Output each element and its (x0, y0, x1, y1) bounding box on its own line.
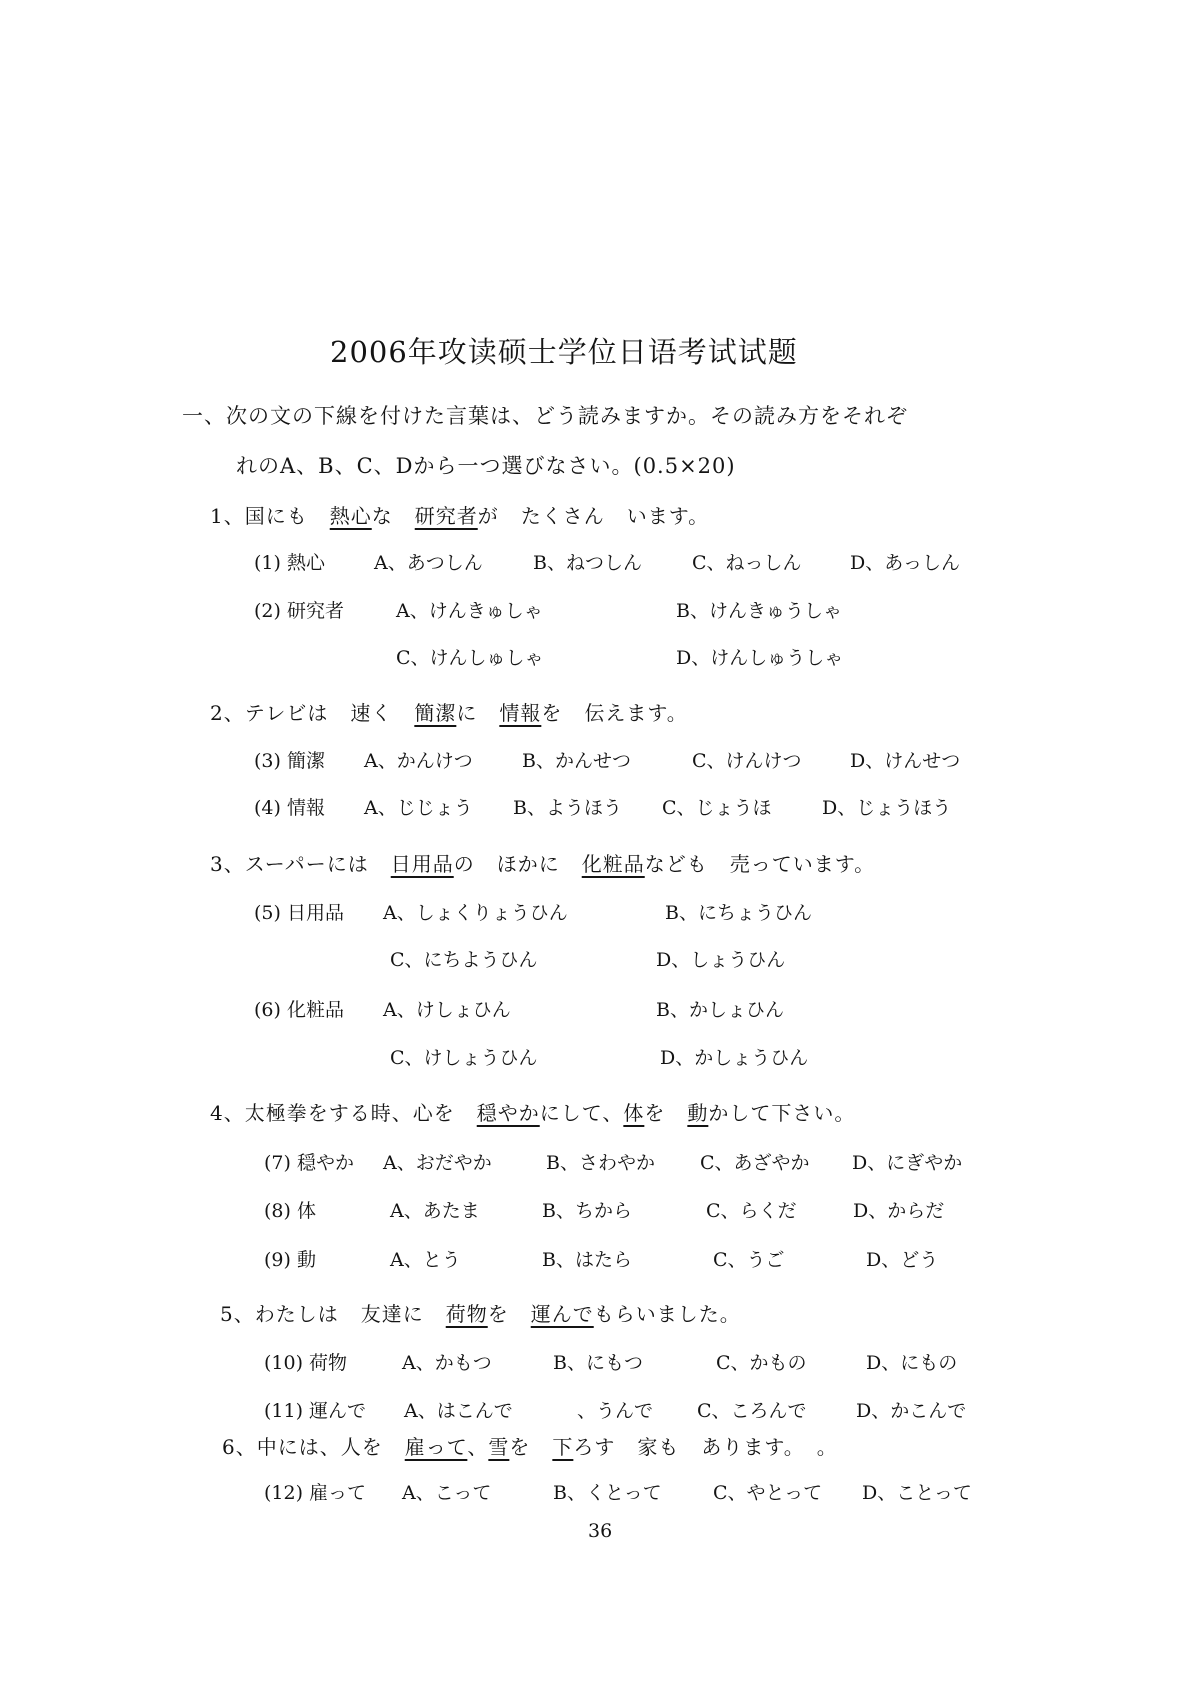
option-b: B、にもつ (553, 1352, 643, 1374)
sentence-segment: 4、太極拳をする時、心を (210, 1101, 455, 1125)
underlined-word: 雪 (488, 1435, 510, 1459)
option-b: B、くとって (553, 1482, 662, 1504)
option-d: D、あっしん (850, 552, 961, 574)
item-label: (9) 動 (264, 1249, 316, 1271)
instruction-line-2: れのA、B、C、Dから一つ選びなさい。(0.5×20) (236, 454, 736, 478)
sentence-segment: 友達に (360, 1302, 424, 1326)
question-5-sentence (220, 1298, 763, 1327)
sentence-segment: 1、国にも (210, 504, 308, 528)
option-d: D、じょうほう (822, 797, 952, 819)
option-a: A、あたま (390, 1200, 480, 1222)
sentence-segment: 売っています。 (729, 852, 876, 876)
option-a: A、おだやか (383, 1152, 492, 1174)
sentence-segment: 、 (467, 1435, 489, 1459)
sentence-segment: います。 (626, 504, 710, 528)
underlined-word: 動 (687, 1101, 709, 1125)
option-b: B、はたら (542, 1249, 632, 1271)
sentence-segment: を (487, 1302, 509, 1326)
sentence-segment: に (456, 701, 478, 725)
sentence-segment: 6、中には、人を (222, 1435, 383, 1459)
option-c: C、ころんで (697, 1400, 807, 1422)
sentence-segment: な (371, 504, 393, 528)
item-label: (3) 簡潔 (254, 750, 325, 772)
option-c: C、ねっしん (692, 552, 802, 574)
sentence-segment: なども (644, 852, 708, 876)
option-d: D、かしょうひん (660, 1047, 809, 1069)
question-2-sentence (210, 697, 710, 726)
underlined-word: 日用品 (390, 852, 454, 876)
item-label: (1) 熱心 (254, 552, 325, 574)
exam-title: 2006年攻读硕士学位日语考试试题 (330, 335, 798, 369)
question-4-sentence (210, 1097, 877, 1126)
option-a: A、はこんで (404, 1400, 513, 1422)
underlined-word: 穏やか (476, 1101, 540, 1125)
sentence-segment: かして下さい。 (708, 1101, 856, 1125)
option-b: B、にちょうひん (665, 902, 812, 924)
sentence-segment: 。 (816, 1435, 838, 1459)
option-a: A、けんきゅしゃ (396, 600, 543, 622)
question-1-sentence (210, 500, 731, 529)
option-c: C、けんけつ (692, 750, 802, 772)
sentence-segment: もらいました。 (593, 1302, 741, 1326)
underlined-word: 雇って (404, 1435, 468, 1459)
option-d: D、かこんで (856, 1400, 967, 1422)
option-a: A、じじょう (364, 797, 473, 819)
sentence-segment: の (453, 852, 475, 876)
page-number: 36 (588, 1520, 613, 1542)
underlined-word: 情報 (499, 701, 542, 725)
option-b: 、うんで (577, 1400, 654, 1422)
underlined-word: 下 (552, 1435, 574, 1459)
option-b: B、かしょひん (656, 999, 784, 1021)
sentence-segment: が (477, 504, 499, 528)
sentence-segment: 3、スーパーには (210, 852, 369, 876)
option-a: A、かんけつ (364, 750, 473, 772)
item-label: (5) 日用品 (254, 902, 344, 924)
option-c: C、にちようひん (390, 949, 538, 971)
sentence-segment: にして、 (539, 1101, 624, 1125)
item-label: (11) 運んで (264, 1400, 367, 1422)
option-d: D、けんせつ (850, 750, 961, 772)
item-label: (10) 荷物 (264, 1352, 348, 1374)
sentence-segment: 家も (637, 1435, 680, 1459)
underlined-word: 研究者 (414, 504, 478, 528)
sentence-segment: ほかに (496, 852, 560, 876)
option-b: B、ようほう (513, 797, 622, 819)
option-b: B、かんせつ (522, 750, 631, 772)
option-d: D、しょうひん (656, 949, 786, 971)
option-b: B、ねつしん (533, 552, 642, 574)
option-a: A、けしょひん (383, 999, 511, 1021)
option-c: C、あざやか (700, 1152, 810, 1174)
option-c: C、けんしゅしゃ (396, 647, 544, 669)
option-d: D、からだ (853, 1200, 945, 1222)
option-b: B、さわやか (546, 1152, 655, 1174)
underlined-word: 化粧品 (581, 852, 645, 876)
item-label: (7) 穏やか (264, 1152, 354, 1174)
option-d: D、どう (866, 1249, 939, 1271)
sentence-segment: を (644, 1101, 666, 1125)
option-b: B、けんきゅうしゃ (676, 600, 842, 622)
option-a: A、しょくりょうひん (383, 902, 568, 924)
option-d: D、けんしゅうしゃ (676, 647, 844, 669)
option-a: A、あつしん (374, 552, 483, 574)
sentence-segment: ろす (573, 1435, 616, 1459)
underlined-word: 荷物 (445, 1302, 488, 1326)
option-c: C、らくだ (706, 1200, 797, 1222)
option-a: A、こって (402, 1482, 492, 1504)
item-label: (6) 化粧品 (254, 999, 344, 1021)
sentence-segment: 5、わたしは (220, 1302, 339, 1326)
instruction-line-1: 一、次の文の下線を付けた言葉は、どう読みますか。その読み方をそれぞ (182, 404, 908, 428)
item-label: (4) 情報 (254, 797, 325, 819)
option-d: D、ことって (862, 1482, 972, 1504)
option-c: C、うご (713, 1249, 785, 1271)
question-6-sentence (222, 1431, 860, 1460)
option-c: C、かもの (716, 1352, 807, 1374)
option-d: D、にもの (866, 1352, 958, 1374)
underlined-word: 熱心 (329, 504, 372, 528)
option-c: C、けしょうひん (390, 1047, 538, 1069)
underlined-word: 簡潔 (414, 701, 457, 725)
option-a: A、とう (390, 1249, 461, 1271)
underlined-word: 運んで (530, 1302, 594, 1326)
option-c: C、やとって (713, 1482, 823, 1504)
option-a: A、かもつ (402, 1352, 492, 1374)
sentence-segment: 2、テレビは (210, 701, 329, 725)
item-label: (2) 研究者 (254, 600, 344, 622)
option-b: B、ちから (542, 1200, 632, 1222)
sentence-segment: たくさん (520, 504, 605, 528)
underlined-word: 体 (623, 1101, 645, 1125)
item-label: (8) 体 (264, 1200, 316, 1222)
sentence-segment: 速く (350, 701, 393, 725)
sentence-segment: 伝えます。 (584, 701, 688, 725)
sentence-segment: あります。 (701, 1435, 795, 1459)
option-c: C、じょうほ (662, 797, 772, 819)
sentence-segment: を (509, 1435, 531, 1459)
sentence-segment: を (541, 701, 563, 725)
option-d: D、にぎやか (852, 1152, 963, 1174)
item-label: (12) 雇って (264, 1482, 367, 1504)
question-3-sentence (210, 848, 897, 877)
